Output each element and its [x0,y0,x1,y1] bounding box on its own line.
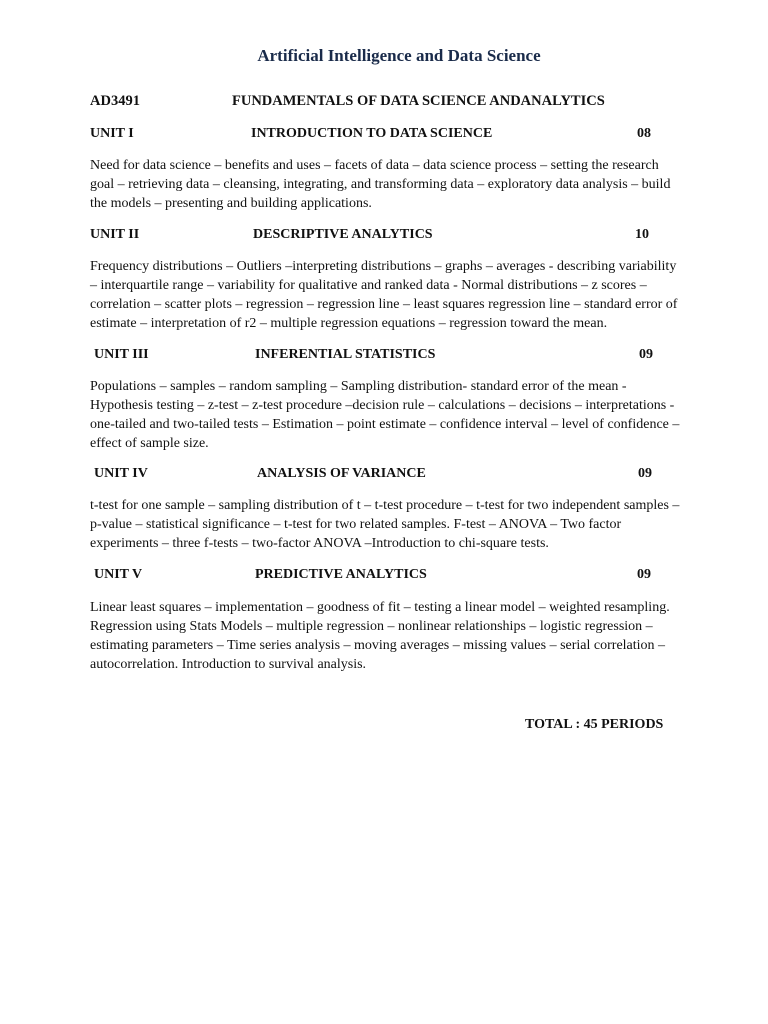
unit-hours: 09 [639,347,653,362]
course-code: AD3491 [90,93,140,109]
unit-title: ANALYSIS OF VARIANCE [257,466,426,481]
unit-hours: 10 [635,227,649,242]
unit-3-heading [90,347,660,365]
unit-2-heading [90,227,660,245]
unit-title: INTRODUCTION TO DATA SCIENCE [251,126,493,141]
unit-label: UNIT II [90,227,140,242]
unit-2-content: Frequency distributions – Outliers –interpreting distributions – graphs – averages - describing variability – interquartile range – variability for qualitative and ranked data - Normal distributions – z scores – correlation – scatter plots – regression – regression line – least squares regression line – standard error of estimate – interpretation of r2 – multiple regression equations – regression toward the mean. [90,259,678,331]
total-periods: TOTAL : 45 PERIODS [525,717,664,732]
unit-label: UNIT I [90,126,134,141]
unit-hours: 09 [638,466,652,481]
unit-hours: 09 [637,567,651,582]
unit-title: DESCRIPTIVE ANALYTICS [253,227,433,242]
unit-label: UNIT III [94,347,149,362]
document-title: Artificial Intelligence and Data Science [257,46,541,65]
unit-3-content: Populations – samples – random sampling – Sampling distribution- standard error of the mean - Hypothesis testing – z-test – z-test procedure –decision rule – calculations – decisions – interpretations - one-tailed and two-tailed tests – Estimation – point estimate – confidence interval – level of confidence – effect of sample size. [90,379,680,451]
unit-label: UNIT IV [94,466,148,481]
course-header [90,93,690,113]
unit-4-heading [90,466,660,484]
unit-title: PREDICTIVE ANALYTICS [255,567,427,582]
unit-hours: 08 [637,126,651,141]
unit-1-content: Need for data science – benefits and uses – facets of data – data science process – setting the research goal – retrieving data – cleansing, integrating, and transforming data – exploratory data analysis – build the models – presenting and building applications. [90,158,671,211]
unit-4-content: t-test for one sample – sampling distribution of t – t-test procedure – t-test for two independent samples – p-value – statistical significance – t-test for two related samples. F-test – ANOVA – Two factor experiments – three f-tests – two-factor ANOVA –Introduction to chi-square tests. [90,498,680,551]
unit-1-heading [90,126,660,144]
unit-title: INFERENTIAL STATISTICS [255,347,436,362]
unit-label: UNIT V [94,567,143,582]
course-name: FUNDAMENTALS OF DATA SCIENCE ANDANALYTICS [232,93,605,109]
unit-5-heading [90,567,660,585]
unit-5-content: Linear least squares – implementation – goodness of fit – testing a linear model – weighted resampling. Regression using Stats Models – multiple regression – nonlinear relationships – logistic regression – estimating parameters – Time series analysis – moving averages – missing values – serial correlation – autocorrelation. Introduction to survival analysis. [90,600,670,672]
